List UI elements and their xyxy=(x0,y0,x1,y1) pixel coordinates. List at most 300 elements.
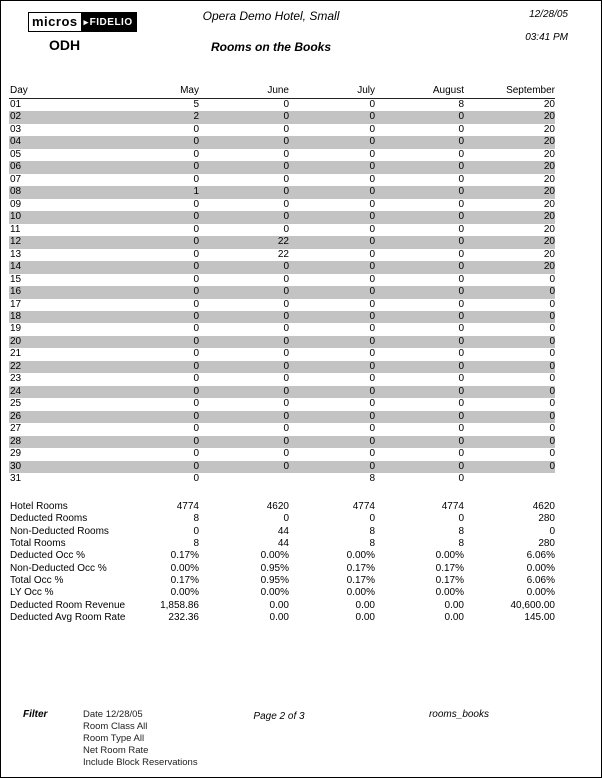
value-cell: 0 xyxy=(458,173,464,185)
value-cell: 0 xyxy=(193,373,199,385)
value-cell: 0 xyxy=(369,348,375,360)
value-cell: 0 xyxy=(458,398,464,410)
value-cell: 0 xyxy=(283,211,289,223)
value-cell: 0 xyxy=(369,286,375,298)
table-row xyxy=(9,286,555,298)
value-cell: 0 xyxy=(458,448,464,460)
value-cell: 0 xyxy=(458,198,464,210)
summary-row xyxy=(9,587,555,599)
value-cell: 0 xyxy=(283,448,289,460)
table-row xyxy=(9,398,555,410)
day-cell: 30 xyxy=(10,460,22,472)
summary-value-cell: 145.00 xyxy=(524,612,555,624)
value-cell: 0 xyxy=(283,385,289,397)
value-cell: 0 xyxy=(549,435,555,447)
value-cell: 0 xyxy=(283,410,289,422)
report-id: rooms_books xyxy=(428,709,489,720)
value-cell: 0 xyxy=(369,136,375,148)
value-cell: 0 xyxy=(369,360,375,372)
value-cell: 20 xyxy=(543,261,555,273)
day-cell: 23 xyxy=(10,373,22,385)
summary-value-cell: 0.17% xyxy=(346,562,375,574)
value-cell: 0 xyxy=(369,373,375,385)
filter-line: Room Type All xyxy=(83,733,145,744)
day-cell: 31 xyxy=(10,473,22,485)
value-cell: 20 xyxy=(543,211,555,223)
summary-row xyxy=(9,538,555,550)
summary-value-cell: 4774 xyxy=(441,501,464,512)
value-cell: 0 xyxy=(193,473,199,485)
table-row xyxy=(9,311,555,323)
value-cell: 0 xyxy=(193,310,199,322)
value-cell: 0 xyxy=(458,148,464,160)
value-cell: 0 xyxy=(369,211,375,223)
summary-value-cell: 0.17% xyxy=(435,575,464,587)
summary-value-cell: 0.00% xyxy=(260,550,289,562)
value-cell: 0 xyxy=(458,323,464,335)
value-cell: 0 xyxy=(193,360,199,372)
summary-row xyxy=(9,563,555,575)
table-row xyxy=(9,124,555,136)
value-cell: 20 xyxy=(543,99,555,110)
value-cell: 0 xyxy=(458,223,464,235)
summary-value-cell: 40,600.00 xyxy=(510,599,555,611)
summary-value-cell: 8 xyxy=(458,525,464,537)
filter-label: Filter xyxy=(23,709,48,720)
value-cell: 0 xyxy=(549,273,555,285)
table-row xyxy=(9,423,555,435)
summary-value-cell: 0.17% xyxy=(170,575,199,587)
value-cell: 0 xyxy=(369,323,375,335)
summary-value-cell: 0.00% xyxy=(526,562,555,574)
value-cell: 0 xyxy=(193,198,199,210)
report-time: 03:41 PM xyxy=(525,32,568,43)
value-cell: 0 xyxy=(193,398,199,410)
value-cell: 0 xyxy=(283,99,289,110)
summary-value-cell: 0.00 xyxy=(444,612,464,624)
value-cell: 0 xyxy=(283,136,289,148)
value-cell: 0 xyxy=(369,310,375,322)
value-cell: 8 xyxy=(369,473,375,485)
value-cell: 0 xyxy=(369,111,375,123)
value-cell: 0 xyxy=(549,286,555,298)
filter-line: Include Block Reservations xyxy=(83,757,198,768)
value-cell: 0 xyxy=(193,435,199,447)
value-cell: 0 xyxy=(369,448,375,460)
summary-value-cell: 6.06% xyxy=(526,550,555,562)
table-row xyxy=(9,274,555,286)
summary-row xyxy=(9,575,555,587)
value-cell: 0 xyxy=(458,335,464,347)
value-cell: 0 xyxy=(193,423,199,435)
summary-value-cell: 0.00% xyxy=(435,550,464,562)
value-cell: 20 xyxy=(543,161,555,173)
summary-label: Hotel Rooms xyxy=(10,501,68,512)
table-row xyxy=(9,211,555,223)
value-cell: 20 xyxy=(543,173,555,185)
value-cell: 0 xyxy=(283,273,289,285)
value-cell: 0 xyxy=(283,373,289,385)
day-cell: 26 xyxy=(10,410,22,422)
summary-row xyxy=(9,612,555,624)
table-row xyxy=(9,336,555,348)
report-title: Rooms on the Books xyxy=(210,40,331,54)
value-cell: 0 xyxy=(193,298,199,310)
day-cell: 19 xyxy=(10,323,22,335)
table-row xyxy=(9,473,555,485)
value-cell: 0 xyxy=(458,211,464,223)
summary-value-cell: 4620 xyxy=(532,501,555,512)
table-row xyxy=(9,224,555,236)
table-row xyxy=(9,373,555,385)
value-cell: 0 xyxy=(549,460,555,472)
day-cell: 07 xyxy=(10,173,22,185)
summary-label: Total Rooms xyxy=(10,538,66,550)
table-row xyxy=(9,261,555,273)
value-cell: 0 xyxy=(283,298,289,310)
value-cell: 0 xyxy=(369,335,375,347)
value-cell: 0 xyxy=(369,460,375,472)
summary-value-cell: 0.00% xyxy=(170,562,199,574)
value-cell: 1 xyxy=(193,186,199,198)
column-header-month: July xyxy=(357,85,375,96)
value-cell: 20 xyxy=(543,248,555,260)
value-cell: 0 xyxy=(369,123,375,135)
summary-value-cell: 0.00% xyxy=(435,587,464,599)
value-cell: 0 xyxy=(458,385,464,397)
value-cell: 0 xyxy=(193,348,199,360)
column-header-day: Day xyxy=(10,85,28,96)
value-cell: 0 xyxy=(193,161,199,173)
value-cell: 0 xyxy=(283,335,289,347)
day-cell: 22 xyxy=(10,360,22,372)
value-cell: 0 xyxy=(549,323,555,335)
summary-label: Deducted Rooms xyxy=(10,513,88,525)
value-cell: 0 xyxy=(369,385,375,397)
summary-value-cell: 0.95% xyxy=(260,575,289,587)
value-cell: 0 xyxy=(193,273,199,285)
value-cell: 0 xyxy=(283,310,289,322)
table-row xyxy=(9,386,555,398)
table-row xyxy=(9,361,555,373)
summary-value-cell: 8 xyxy=(458,538,464,550)
value-cell: 0 xyxy=(193,136,199,148)
value-cell: 0 xyxy=(283,423,289,435)
summary-label: LY Occ % xyxy=(10,587,54,599)
value-cell: 0 xyxy=(369,186,375,198)
value-cell: 0 xyxy=(458,423,464,435)
summary-value-cell: 8 xyxy=(193,513,199,525)
day-cell: 18 xyxy=(10,310,22,322)
value-cell: 0 xyxy=(193,335,199,347)
summary-value-cell: 44 xyxy=(277,525,289,537)
value-cell: 0 xyxy=(283,173,289,185)
summary-value-cell: 0.00 xyxy=(269,612,289,624)
day-cell: 15 xyxy=(10,273,22,285)
value-cell xyxy=(464,473,555,486)
value-cell: 0 xyxy=(549,360,555,372)
value-cell: 0 xyxy=(369,410,375,422)
summary-value-cell: 0.00 xyxy=(269,599,289,611)
summary-value-cell: 0 xyxy=(369,513,375,525)
value-cell: 0 xyxy=(549,423,555,435)
value-cell: 0 xyxy=(283,323,289,335)
value-cell: 0 xyxy=(283,223,289,235)
day-rows xyxy=(9,99,555,486)
value-cell: 22 xyxy=(277,236,289,248)
summary-row xyxy=(9,600,555,612)
value-cell: 20 xyxy=(543,136,555,148)
value-cell: 0 xyxy=(283,123,289,135)
page-number: Page 2 of 3 xyxy=(253,711,305,722)
summary-value-cell: 0 xyxy=(549,525,555,537)
value-cell: 20 xyxy=(543,123,555,135)
value-cell: 20 xyxy=(543,186,555,198)
report-date: 12/28/05 xyxy=(529,9,568,20)
table-row xyxy=(9,348,555,360)
summary-value-cell: 0 xyxy=(458,513,464,525)
value-cell: 0 xyxy=(193,236,199,248)
value-cell: 0 xyxy=(458,248,464,260)
value-cell: 0 xyxy=(193,460,199,472)
summary-row xyxy=(9,550,555,562)
value-cell: 0 xyxy=(283,148,289,160)
summary-value-cell: 0.00% xyxy=(526,587,555,599)
value-cell: 5 xyxy=(193,99,199,110)
table-row xyxy=(9,236,555,248)
summary-value-cell: 4774 xyxy=(352,501,375,512)
day-cell: 21 xyxy=(10,348,22,360)
day-cell: 03 xyxy=(10,123,22,135)
summary-label: Non-Deducted Rooms xyxy=(10,525,109,537)
day-cell: 09 xyxy=(10,198,22,210)
value-cell: 0 xyxy=(458,273,464,285)
summary-value-cell: 0.00% xyxy=(170,587,199,599)
summary-value-cell: 0 xyxy=(193,525,199,537)
value-cell: 0 xyxy=(458,410,464,422)
fidelio-logo-text: FIDELIO xyxy=(89,16,133,28)
value-cell: 0 xyxy=(458,473,464,485)
day-cell: 25 xyxy=(10,398,22,410)
table-row xyxy=(9,161,555,173)
table-row xyxy=(9,299,555,311)
filter-line: Net Room Rate xyxy=(83,745,149,756)
day-cell: 20 xyxy=(10,335,22,347)
value-cell: 0 xyxy=(458,161,464,173)
day-cell: 04 xyxy=(10,136,22,148)
column-header-month: August xyxy=(432,85,464,96)
table-row xyxy=(9,174,555,186)
day-cell: 01 xyxy=(10,99,22,110)
value-cell: 0 xyxy=(193,248,199,260)
summary-value-cell: 0.95% xyxy=(260,562,289,574)
table-row xyxy=(9,136,555,148)
value-cell: 0 xyxy=(193,211,199,223)
value-cell: 0 xyxy=(369,261,375,273)
value-cell: 22 xyxy=(277,248,289,260)
value-cell: 2 xyxy=(193,111,199,123)
value-cell: 0 xyxy=(549,348,555,360)
value-cell: 0 xyxy=(458,123,464,135)
day-cell: 12 xyxy=(10,236,22,248)
value-cell: 0 xyxy=(369,248,375,260)
column-header-month: June xyxy=(267,85,289,96)
summary-value-cell: 0.17% xyxy=(346,575,375,587)
summary-value-cell: 6.06% xyxy=(526,575,555,587)
summary-value-cell: 0.00% xyxy=(346,550,375,562)
value-cell: 0 xyxy=(549,373,555,385)
value-cell: 0 xyxy=(283,286,289,298)
day-cell: 08 xyxy=(10,186,22,198)
table-row xyxy=(9,436,555,448)
value-cell: 20 xyxy=(543,111,555,123)
day-cell: 16 xyxy=(10,286,22,298)
summary-value-cell: 0.17% xyxy=(170,550,199,562)
hotel-code: ODH xyxy=(49,37,81,53)
value-cell: 0 xyxy=(193,223,199,235)
chevron-right-icon: ▸ xyxy=(83,16,89,27)
value-cell: 0 xyxy=(458,360,464,372)
date-time-block xyxy=(525,9,568,43)
value-cell: 0 xyxy=(283,186,289,198)
value-cell: 0 xyxy=(283,261,289,273)
value-cell: 0 xyxy=(549,398,555,410)
value-cell: 20 xyxy=(543,236,555,248)
value-cell: 0 xyxy=(549,385,555,397)
value-cell: 0 xyxy=(369,148,375,160)
value-cell: 8 xyxy=(458,99,464,110)
table-row xyxy=(9,411,555,423)
value-cell: 0 xyxy=(458,435,464,447)
day-cell: 24 xyxy=(10,385,22,397)
day-cell: 27 xyxy=(10,423,22,435)
summary-value-cell: 4774 xyxy=(176,501,199,512)
value-cell: 0 xyxy=(458,373,464,385)
table-header-row xyxy=(9,85,555,99)
summary-label: Deducted Avg Room Rate xyxy=(10,612,126,624)
value-cell: 0 xyxy=(549,310,555,322)
value-cell: 0 xyxy=(193,323,199,335)
value-cell: 0 xyxy=(458,286,464,298)
value-cell: 0 xyxy=(369,173,375,185)
value-cell: 0 xyxy=(369,236,375,248)
value-cell: 0 xyxy=(458,236,464,248)
summary-label: Non-Deducted Occ % xyxy=(10,562,107,574)
day-cell: 06 xyxy=(10,161,22,173)
summary-value-cell: 0.17% xyxy=(435,562,464,574)
value-cell: 20 xyxy=(543,198,555,210)
day-cell: 11 xyxy=(10,223,21,235)
summary-value-cell: 280 xyxy=(538,538,555,550)
table-row xyxy=(9,149,555,161)
micros-logo-text: micros xyxy=(28,12,82,32)
value-cell: 0 xyxy=(369,435,375,447)
column-header-month: May xyxy=(180,85,199,96)
value-cell: 0 xyxy=(458,298,464,310)
value-cell: 0 xyxy=(458,460,464,472)
value-cell: 0 xyxy=(193,173,199,185)
summary-value-cell: 8 xyxy=(369,538,375,550)
value-cell: 0 xyxy=(369,273,375,285)
value-cell: 0 xyxy=(549,298,555,310)
summary-value-cell: 8 xyxy=(193,538,199,550)
value-cell: 0 xyxy=(369,161,375,173)
summary-section xyxy=(9,501,555,624)
hotel-name: Opera Demo Hotel, Small xyxy=(202,9,340,23)
summary-value-cell: 0.00% xyxy=(346,587,375,599)
summary-value-cell: 1,858.86 xyxy=(160,599,199,611)
value-cell: 0 xyxy=(283,460,289,472)
value-cell: 0 xyxy=(369,99,375,110)
summary-value-cell: 4620 xyxy=(266,501,289,512)
value-cell: 0 xyxy=(193,448,199,460)
value-cell: 0 xyxy=(193,148,199,160)
table-row xyxy=(9,186,555,198)
summary-value-cell: 0.00 xyxy=(355,612,375,624)
value-cell: 0 xyxy=(193,410,199,422)
summary-value-cell: 0.00% xyxy=(260,587,289,599)
value-cell: 0 xyxy=(458,310,464,322)
value-cell: 0 xyxy=(458,186,464,198)
table-row xyxy=(9,199,555,211)
table-row xyxy=(9,249,555,261)
value-cell: 0 xyxy=(458,111,464,123)
summary-row xyxy=(9,513,555,525)
summary-row xyxy=(9,501,555,513)
value-cell: 20 xyxy=(543,148,555,160)
value-cell: 0 xyxy=(458,348,464,360)
value-cell: 0 xyxy=(549,335,555,347)
filter-line: Room Class All xyxy=(83,721,148,732)
table-row xyxy=(9,448,555,460)
summary-value-cell: 0.00 xyxy=(355,599,375,611)
summary-label: Deducted Room Revenue xyxy=(10,599,126,611)
value-cell: 0 xyxy=(283,161,289,173)
summary-value-cell: 0.00 xyxy=(444,599,464,611)
value-cell: 0 xyxy=(283,198,289,210)
summary-value-cell: 280 xyxy=(538,513,555,525)
day-cell: 10 xyxy=(10,211,22,223)
value-cell: 0 xyxy=(369,298,375,310)
summary-value-cell: 232.36 xyxy=(168,612,199,624)
value-cell: 0 xyxy=(369,423,375,435)
value-cell: 0 xyxy=(549,410,555,422)
table-row xyxy=(9,99,555,111)
value-cell: 20 xyxy=(543,223,555,235)
day-cell: 14 xyxy=(10,261,22,273)
value-cell: 0 xyxy=(193,123,199,135)
value-cell xyxy=(199,473,289,486)
day-cell: 13 xyxy=(10,248,22,260)
value-cell: 0 xyxy=(549,448,555,460)
value-cell: 0 xyxy=(458,136,464,148)
value-cell: 0 xyxy=(458,261,464,273)
column-header-month: September xyxy=(506,85,555,96)
value-cell: 0 xyxy=(283,435,289,447)
value-cell: 0 xyxy=(283,398,289,410)
value-cell: 0 xyxy=(283,348,289,360)
table-row xyxy=(9,111,555,123)
value-cell: 0 xyxy=(283,111,289,123)
day-cell: 17 xyxy=(10,298,22,310)
value-cell: 0 xyxy=(193,385,199,397)
day-cell: 29 xyxy=(10,448,22,460)
day-cell: 28 xyxy=(10,435,22,447)
summary-label: Deducted Occ % xyxy=(10,550,86,562)
summary-value-cell: 8 xyxy=(369,525,375,537)
summary-label: Total Occ % xyxy=(10,575,64,587)
filter-line: Date 12/28/05 xyxy=(83,709,143,720)
